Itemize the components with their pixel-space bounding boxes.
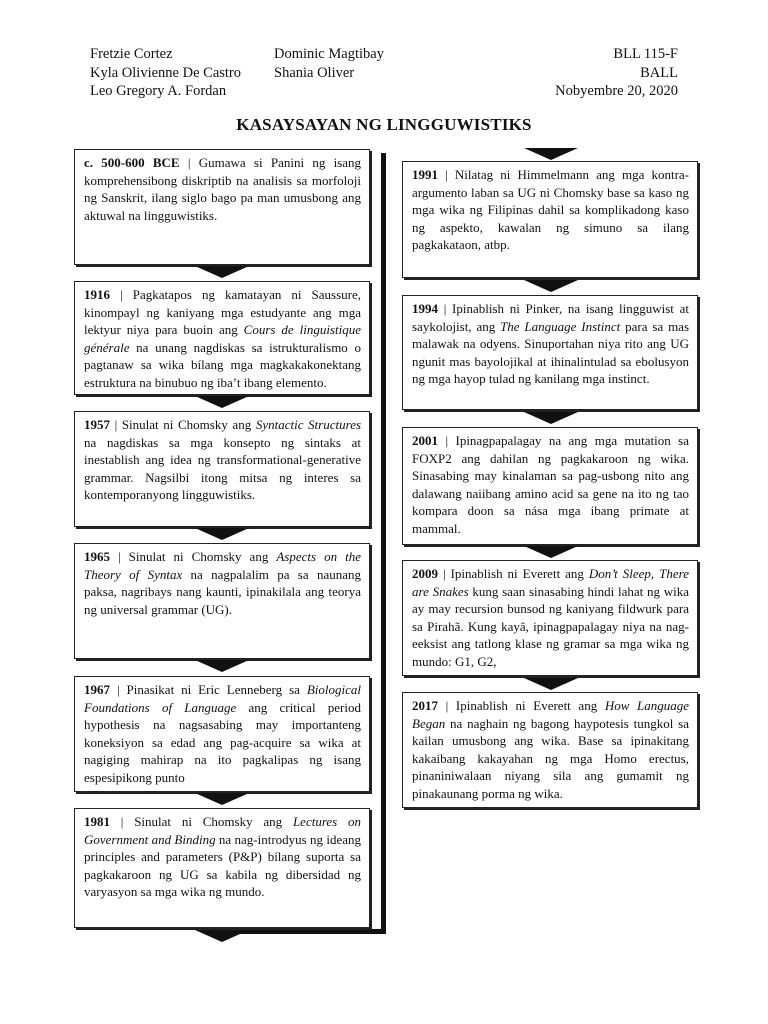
author-name: Shania Oliver bbox=[274, 64, 355, 81]
entry-year: 1994 bbox=[412, 301, 438, 316]
entry-text: na unang nagdiskas sa istrukturalismo o pagtanaw sa wika bílang mga magkakakonektang estruktura na binubuo ng iba’t ibang elemento. bbox=[84, 339, 361, 390]
entry-text: na nagpalalim pa sa naunang paksa, nagribays nang kaunti, ipinakilala ang teorya ng universal grammar (UG). bbox=[84, 566, 361, 617]
entry-year: 2001 bbox=[412, 433, 438, 448]
timeline-entry-1916 bbox=[74, 281, 370, 395]
timeline-entry-1981 bbox=[74, 808, 370, 928]
timeline-entry-1957 bbox=[74, 411, 370, 527]
entry-text: kung saan sinasabing hindi lahat ng wika ay may recursion bunsod ng kaniyang fildwurk para sa Pirahã. Kung kayâ, ipinagpapalagay niya na nag-eeksist ang tatlong klase ng gramar sa mga wika ng mundo: G1, G2, bbox=[412, 583, 689, 669]
entry-year: c. 500-600 BCE bbox=[84, 155, 180, 170]
flow-arrow bbox=[524, 412, 578, 424]
entry-text: na naghain ng bagong haypotesis tungkol sa kailan umusbong ang wika. Base sa ipinakitang kakaibang kakayahan ng mga Homo erectus, pinaniniwalaan niyang sila ang gumamit ng pinakaunang porma ng wika. bbox=[412, 715, 689, 801]
work-title: Aspects on the Theory of Syntax bbox=[84, 549, 362, 582]
entry-text: Sinulat ni Chomsky ang bbox=[128, 549, 277, 564]
entry-separator: | bbox=[187, 155, 191, 170]
author-name: Fretzie Cortez bbox=[90, 46, 173, 62]
flow-arrow bbox=[195, 266, 249, 278]
entry-text: ang critical period hypothesis na nagsasabing may importanteng koneksiyon sa edad ang pag-acquire sa wika at nagiging mahirap na ito pagkalipas ng isang espesipikong punto bbox=[84, 699, 361, 785]
entry-text: Sinulat ni Chomsky ang bbox=[134, 814, 293, 829]
author-name: Kyla Olivienne De Castro bbox=[90, 64, 242, 81]
flow-arrow bbox=[195, 660, 249, 672]
entry-text: Sinulat ni Chomsky ang bbox=[121, 417, 256, 432]
work-title: Cours de linguistique générale bbox=[84, 322, 361, 355]
entry-text: Pagkatapos ng kamatayan ni Saussure, kinompayl ng kaniyang mga estudyante ang mga lektyur niya para buoin ang bbox=[84, 287, 362, 338]
entry-year: 2009 bbox=[412, 566, 438, 581]
course-section: BALL bbox=[640, 64, 678, 81]
document-title: KASAYSAYAN NG LINGGUWISTIKS bbox=[236, 115, 532, 134]
entry-separator: | bbox=[114, 417, 118, 432]
flow-arrow bbox=[524, 546, 578, 558]
entry-separator: | bbox=[443, 301, 447, 316]
timeline-entry-1991 bbox=[402, 161, 698, 278]
work-title: Syntactic Structures bbox=[255, 417, 362, 432]
timeline-entry-1994 bbox=[402, 295, 698, 410]
entry-year: 1991 bbox=[412, 167, 438, 182]
flow-arrow bbox=[195, 396, 249, 408]
work-title: Don’t Sleep, There are Snakes bbox=[412, 566, 689, 599]
author-name: Leo Gregory A. Fordan bbox=[90, 83, 227, 99]
entry-year: 1967 bbox=[84, 682, 110, 697]
entry-separator: | bbox=[120, 287, 123, 302]
entry-text: Gumawa si Panini ng isang komprehensibong diskriptib na analisis sa morfoloji ng Sanskrit, ilang siglo bago pa man umusbong ang aktuwal na lingguwistiks. bbox=[84, 155, 362, 223]
flow-arrow bbox=[524, 148, 578, 160]
timeline-entry-2009 bbox=[402, 560, 698, 676]
entry-separator: | bbox=[445, 698, 449, 713]
entry-separator: | bbox=[442, 566, 446, 581]
entry-separator: | bbox=[116, 682, 120, 697]
timeline-entry-1965 bbox=[74, 543, 370, 659]
entry-separator: | bbox=[118, 549, 121, 564]
course-code: BLL 115-F bbox=[613, 46, 678, 62]
flow-arrow bbox=[195, 793, 249, 805]
timeline-entry-1967 bbox=[74, 676, 370, 792]
entry-text: para sa mas malawak na odyens. Sinuportahan niya rito ang UG ngunit mas bayolojikal at ihinalintulad sa ebolusyon ng mga hayop tulad ng kanilang mga instinct. bbox=[412, 318, 690, 387]
timeline-entry-2017 bbox=[402, 692, 698, 808]
flow-arrow bbox=[195, 528, 249, 540]
entry-separator: | bbox=[120, 814, 124, 829]
work-title: How Language Began bbox=[412, 698, 690, 731]
entry-year: 1981 bbox=[84, 814, 110, 829]
author-list-left bbox=[90, 45, 241, 101]
entry-separator: | bbox=[445, 433, 449, 448]
work-title: Lectures on Government and Binding bbox=[84, 814, 362, 847]
entry-year: 2017 bbox=[412, 698, 438, 713]
entry-text: Nilatag ni Himmelmann ang mga kontra-argumento laban sa UG ni Chomsky base sa kaso ng mga wika ng Filipinas dahil sa komplikadong kaso ng aspekto, kawalan ng simuno sa ilang pagkakataon, atbp. bbox=[412, 167, 690, 253]
entry-text: Ipinablish ni Everett ang bbox=[450, 566, 589, 581]
entry-year: 1957 bbox=[84, 417, 110, 432]
timeline-entry-500bce bbox=[74, 149, 370, 265]
entry-year: 1965 bbox=[84, 549, 110, 564]
flow-arrow bbox=[524, 280, 578, 292]
entry-text: Pinasikat ni Eric Lenneberg sa bbox=[126, 682, 307, 697]
document-date: Nobyembre 20, 2020 bbox=[555, 83, 678, 99]
entry-separator: | bbox=[445, 167, 448, 182]
timeline-entry-2001 bbox=[402, 427, 698, 545]
author-name: Dominic Magtibay bbox=[274, 46, 384, 62]
author-list-middle bbox=[274, 45, 384, 82]
entry-text: na nag-introdyus ng ideang principles and parameters (P&P) bílang suporta sa pagkakaroon ng UG sa kabila ng dibersidad ng varyasyon sa mga wika ng mundo. bbox=[84, 831, 362, 900]
entry-text: Ipinablish ni Pinker, na isang lingguwist at saykolojist, ang bbox=[412, 301, 689, 334]
entry-text: na nagdiskas sa mga konsepto ng sintaks at inestablish ang idea ng transformational-generative grammar. Nagsilbi itong mitsa ng interes sa kontemporanyong lingguwistiks. bbox=[84, 434, 361, 503]
connector-vertical-line bbox=[381, 153, 386, 934]
work-title: The Language Instinct bbox=[500, 318, 621, 334]
flow-arrow bbox=[524, 678, 578, 690]
entry-year: 1916 bbox=[84, 287, 110, 302]
work-title: Biological Foundations of Language bbox=[84, 682, 362, 715]
course-info bbox=[555, 45, 678, 101]
entry-text: Ipinagpapalagay na ang mga mutation sa FOXP2 ang dahilan ng pagkakaroon ng wika. Sinasabing may kinalaman sa pag-usbong nito ang dalawang naiibang amino acid sa gene na ito ng tao kompara doon sa nása mga ibang primate at mammal. bbox=[412, 433, 690, 536]
entry-text: Ipinablish ni Everett ang bbox=[455, 698, 605, 713]
flow-arrow bbox=[195, 930, 249, 942]
